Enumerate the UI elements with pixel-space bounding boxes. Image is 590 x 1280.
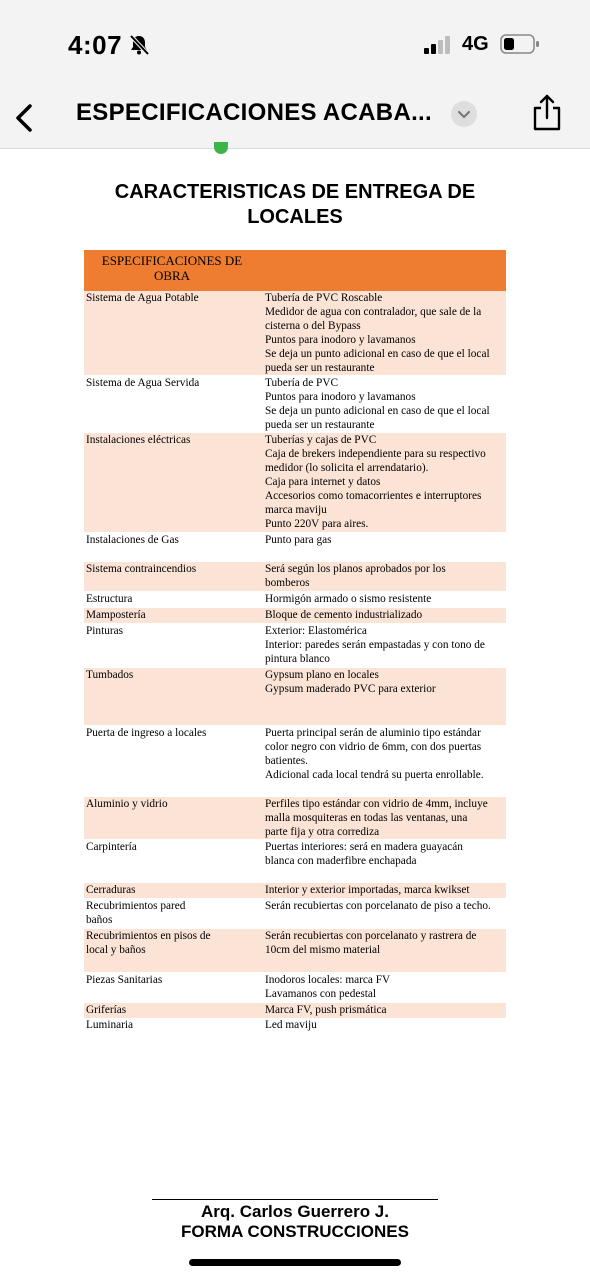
table-row: [84, 562, 506, 591]
heading-line-2: LOCALES: [247, 206, 343, 228]
spec-name-line: Piezas Sanitarias: [86, 974, 163, 986]
spec-detail-line: pueda ser un restaurante: [265, 362, 375, 374]
spec-detail-line: Interior: paredes serán empastadas y con tono de: [265, 639, 485, 651]
spec-name: [86, 624, 258, 638]
spec-detail-line: Puntos para inodoro y lavamanos: [265, 334, 416, 346]
spec-name-line: Estructura: [86, 593, 133, 605]
spec-detail-line: Puntos para inodoro y lavamanos: [265, 391, 416, 403]
spec-name-line: Cerraduras: [86, 884, 136, 896]
spec-detail-line: Tubería de PVC: [265, 377, 339, 389]
table-row: [84, 973, 506, 1002]
table-row: [84, 1003, 506, 1018]
spec-detail-line: Puertas interiores: será en madera guayacán: [265, 841, 463, 853]
spec-name: [86, 291, 258, 305]
table-row: [84, 533, 506, 561]
spec-detail: [265, 592, 505, 606]
spec-name-line: Tumbados: [86, 669, 134, 681]
spec-detail-line: marca maviju: [265, 504, 327, 516]
spec-detail-line: Punto 220V para aires.: [265, 518, 369, 530]
spec-name: [86, 533, 258, 547]
spec-detail: [265, 291, 505, 375]
spec-detail-line: Exterior: Elastomérica: [265, 625, 367, 637]
spec-name: [86, 562, 258, 576]
spec-detail: [265, 973, 505, 1001]
spec-detail-line: Caja de brekers independiente para su respectivo: [265, 448, 486, 460]
spec-detail: [265, 624, 505, 666]
spec-detail: [265, 668, 505, 696]
back-chevron-icon[interactable]: [10, 96, 40, 136]
table-row: [84, 624, 506, 667]
spec-name-line: Sistema de Agua Potable: [86, 292, 199, 304]
spec-name-line: Instalaciones eléctricas: [86, 434, 191, 446]
spec-name: [86, 899, 258, 927]
spec-name: [86, 1018, 258, 1032]
spec-name: [86, 433, 258, 447]
table-row: [84, 797, 506, 839]
home-indicator[interactable]: [189, 1259, 401, 1266]
spec-name: [86, 668, 258, 682]
table-row: [84, 291, 506, 375]
spec-detail-line: Punto para gas: [265, 534, 332, 546]
spec-name: [86, 592, 258, 606]
spec-detail-line: Serán recubiertas con porcelanato y rastrera de: [265, 930, 477, 942]
spec-detail-line: Accesorios como tomacorrientes e interruptores: [265, 490, 482, 502]
spec-name-line: Carpintería: [86, 841, 137, 853]
spec-detail-line: Hormigón armado o sismo resistente: [265, 593, 432, 605]
specifications-table: [84, 250, 506, 1031]
spec-detail-line: Gypsum plano en locales: [265, 669, 379, 681]
table-row: [84, 899, 506, 928]
table-row: [84, 929, 506, 972]
table-row: [84, 840, 506, 882]
heading-line-1: CARACTERISTICAS DE ENTREGA DE: [114, 181, 476, 203]
spec-detail-line: Marca FV, push prismática: [265, 1004, 387, 1016]
table-row: [84, 608, 506, 623]
spec-name-line: Recubrimientos pared: [86, 900, 186, 912]
spec-name-line: Puerta de ingreso a locales: [86, 727, 207, 739]
table-row: [84, 433, 506, 532]
spec-detail-line: Inodoros locales: marca FV: [265, 974, 391, 986]
spec-detail-line: bomberos: [265, 577, 310, 589]
table-row: [84, 668, 506, 725]
spec-detail-line: Tuberías y cajas de PVC: [265, 434, 377, 446]
spec-name: [86, 1003, 258, 1017]
spec-name: [86, 376, 258, 390]
spec-detail-line: Perfiles tipo estándar con vidrio de 4mm, incluye: [265, 798, 488, 810]
spec-detail-line: malla mosquiteras en todas las ventanas, una: [265, 812, 468, 824]
spec-name: [86, 797, 258, 811]
signature-line: [152, 1199, 438, 1200]
spec-name-line: Instalaciones de Gas: [86, 534, 179, 546]
spec-detail: [265, 899, 505, 913]
document-heading: [90, 180, 500, 230]
table-row: [84, 883, 506, 898]
spec-name-line: Luminaria: [86, 1019, 134, 1031]
status-bar: [0, 0, 590, 88]
spec-name-line: Pinturas: [86, 625, 124, 637]
spec-detail-line: Gypsum maderado PVC para exterior: [265, 683, 436, 695]
spec-detail: [265, 1018, 505, 1032]
spec-detail: [265, 562, 505, 590]
spec-detail-line: 10cm del mismo material: [265, 944, 381, 956]
signature-name: Arq. Carlos Guerrero J.: [200, 1202, 389, 1221]
battery-icon: [500, 34, 540, 54]
chevron-down-icon: [451, 101, 477, 127]
table-header-line-2: OBRA: [153, 268, 191, 283]
table-header-label: [84, 253, 260, 283]
table-row: [84, 726, 506, 796]
share-icon[interactable]: [530, 93, 564, 133]
spec-detail-line: pintura blanco: [265, 653, 330, 665]
signature-company: FORMA CONSTRUCCIONES: [181, 1222, 409, 1241]
spec-detail-line: Medidor de agua con contralador, que sale de la: [265, 306, 482, 318]
status-time: 4:07: [68, 30, 123, 60]
network-type: 4G: [462, 33, 489, 55]
spec-detail-line: Tubería de PVC Roscable: [265, 292, 383, 304]
spec-detail-line: batientes.: [265, 755, 308, 767]
spec-detail-line: Puerta principal serán de aluminio tipo estándar: [265, 727, 481, 739]
title-menu-button[interactable]: [451, 101, 477, 127]
bell-slash-icon: [128, 34, 150, 56]
spec-name-line: Sistema de Agua Servida: [86, 377, 200, 389]
table-row: [84, 592, 506, 607]
spec-detail-line: pueda ser un restaurante: [265, 419, 375, 431]
spec-detail: [265, 1003, 505, 1017]
spec-detail-line: Serán recubiertas con porcelanato de piso a techo.: [265, 900, 491, 912]
spec-name-line: Mampostería: [86, 609, 146, 621]
spec-detail: [265, 726, 505, 782]
spec-detail-line: blanca con maderfibre enchapada: [265, 855, 417, 867]
spec-detail: [265, 533, 505, 547]
spec-name: [86, 608, 258, 622]
spec-detail-line: medidor (lo solicita el arrendatario).: [265, 462, 429, 474]
document-title[interactable]: ESPECIFICACIONES ACABA...: [76, 99, 432, 126]
spec-detail-line: Interior y exterior importadas, marca kwikset: [265, 884, 470, 896]
spec-name-line: Aluminio y vidrio: [86, 798, 168, 810]
document-navbar: [0, 88, 590, 149]
spec-detail: [265, 929, 505, 957]
spec-detail: [265, 840, 505, 868]
spec-detail: [265, 883, 505, 897]
spec-name-line: Sistema contraincendios: [86, 563, 197, 575]
spec-name: [86, 726, 258, 740]
spec-detail-line: Será según los planos aprobados por los: [265, 563, 446, 575]
spec-name: [86, 929, 258, 957]
table-header: [84, 250, 506, 291]
spec-name-line: local y baños: [86, 944, 146, 956]
spec-detail-line: Se deja un punto adicional en caso de que el local: [265, 348, 490, 360]
table-row: [84, 376, 506, 432]
spec-detail-line: cisterna o del Bypass: [265, 320, 361, 332]
spec-detail: [265, 797, 505, 839]
spec-detail-line: Led maviju: [265, 1019, 317, 1031]
signal-icon: [424, 36, 452, 54]
spec-detail-line: Se deja un punto adicional en caso de que el local: [265, 405, 490, 417]
spec-detail: [265, 376, 505, 432]
spec-name: [86, 973, 258, 987]
spec-detail-line: color negro con vidrio de 6mm, con dos puertas: [265, 741, 482, 753]
spec-detail-line: parte fija y otra corrediza: [265, 826, 380, 838]
table-row: [84, 1018, 506, 1034]
spec-detail-line: Lavamanos con pedestal: [265, 988, 377, 1000]
table-header-line-1: ESPECIFICACIONES DE: [101, 253, 243, 268]
spec-name-line: baños: [86, 914, 113, 926]
spec-detail-line: Adicional cada local tendrá su puerta enrollable.: [265, 769, 484, 781]
spec-detail-line: Bloque de cemento industrializado: [265, 609, 423, 621]
spec-name: [86, 840, 258, 854]
scroll-indicator: [214, 142, 228, 154]
spec-name-line: Griferías: [86, 1004, 127, 1016]
spec-detail: [265, 433, 505, 531]
spec-detail: [265, 608, 505, 622]
spec-name: [86, 883, 258, 897]
spec-name-line: Recubrimientos en pisos de: [86, 930, 211, 942]
spec-detail-line: Caja para internet y datos: [265, 476, 381, 488]
